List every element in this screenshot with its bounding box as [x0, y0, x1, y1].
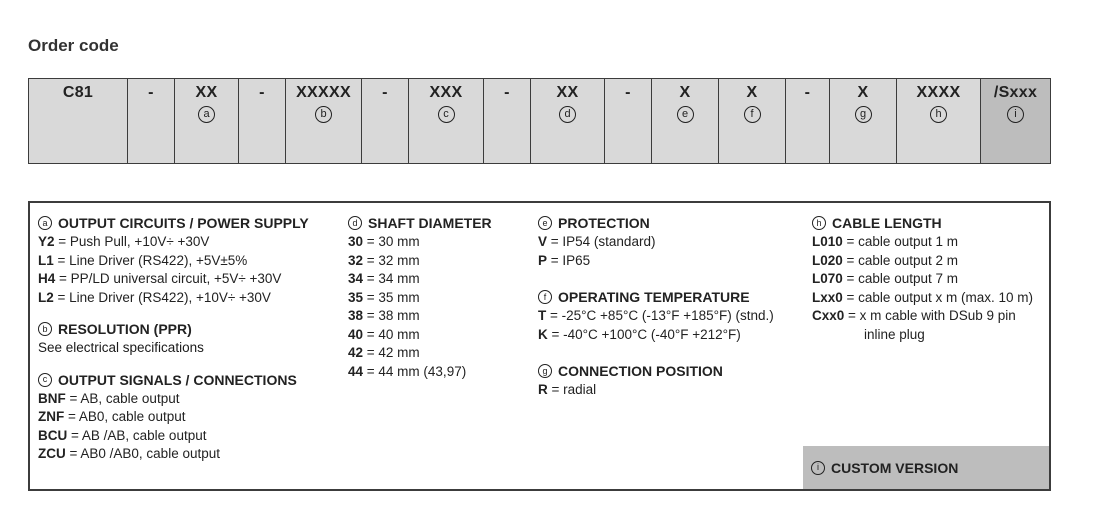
- heading-text: RESOLUTION (PPR): [58, 321, 192, 337]
- item-code: Y2: [38, 234, 55, 249]
- item-desc: = 44 mm (43,97): [363, 363, 467, 379]
- list-item: [348, 252, 528, 271]
- circle-marker-d: d: [559, 106, 576, 123]
- item-code: ZCU: [38, 446, 66, 461]
- list-item: [38, 427, 338, 446]
- item-desc: = AB, cable output: [65, 390, 180, 406]
- heading-text: SHAFT DIAMETER: [368, 215, 492, 231]
- list-item: [538, 381, 798, 400]
- item-desc: = -40°C +100°C (-40°F +212°F): [547, 326, 741, 342]
- code-cell-text: -: [259, 84, 265, 101]
- list-item: [538, 326, 798, 345]
- resolution-text: See electrical specifications: [38, 340, 204, 355]
- code-cell-text: X: [679, 84, 691, 101]
- custom-version-box: [803, 446, 1049, 489]
- code-cell-text: C81: [62, 84, 94, 101]
- list-item: [812, 233, 1047, 252]
- section-heading-operating-temperature: [538, 287, 798, 307]
- circle-marker-b: b: [315, 106, 332, 123]
- order-code-bar: [28, 78, 1051, 164]
- circle-marker-g: g: [538, 364, 552, 378]
- code-cell-f: [719, 79, 786, 163]
- legend-column-3: [538, 213, 798, 400]
- list-item: [348, 326, 528, 345]
- circle-marker-g: g: [855, 106, 872, 123]
- code-cell-e: [652, 79, 719, 163]
- circle-marker-c: c: [438, 106, 455, 123]
- list-item: [348, 233, 528, 252]
- heading-text: CABLE LENGTH: [832, 215, 942, 231]
- list-item: [348, 307, 528, 326]
- legend-box: [28, 201, 1051, 491]
- code-separator: [362, 79, 409, 163]
- list-item: [38, 408, 338, 427]
- code-separator: [786, 79, 830, 163]
- item-code: BCU: [38, 427, 68, 443]
- circle-marker-a: a: [198, 106, 215, 123]
- code-cell-text: -: [148, 84, 154, 101]
- section-heading-shaft-diameter: [348, 213, 528, 233]
- item-code: Cxx0: [812, 308, 845, 323]
- item-code: L010: [812, 234, 843, 249]
- item-desc: = AB0 /AB0, cable output: [65, 446, 220, 461]
- section-heading-connection-position: [538, 361, 798, 381]
- code-cell-c: [409, 79, 484, 163]
- list-item: [38, 289, 338, 308]
- list-item: [812, 289, 1047, 308]
- page-title: Order code: [28, 36, 119, 55]
- item-code: T: [538, 308, 547, 323]
- list-item: [538, 233, 798, 252]
- code-cell-h: [897, 79, 981, 163]
- item-code: R: [538, 382, 548, 397]
- code-separator: [128, 79, 175, 163]
- code-cell-text: -: [625, 84, 631, 101]
- heading-text: OPERATING TEMPERATURE: [558, 289, 750, 305]
- circle-marker-e: e: [677, 106, 694, 123]
- code-cell-text: XXXXX: [296, 84, 351, 101]
- item-desc: = 40 mm: [363, 326, 420, 342]
- item-desc: = cable output 7 m: [842, 271, 958, 286]
- code-separator: [605, 79, 652, 163]
- item-code: K: [538, 326, 548, 342]
- list-item: [38, 233, 338, 252]
- circle-marker-f: f: [538, 290, 552, 304]
- heading-text: PROTECTION: [558, 215, 650, 231]
- code-separator: [239, 79, 286, 163]
- item-desc: = IP54 (standard): [547, 234, 656, 249]
- item-code: 30: [348, 234, 364, 249]
- code-cell-model: [29, 79, 128, 163]
- item-code: 32: [348, 252, 364, 268]
- legend-column-2: [348, 213, 528, 381]
- circle-marker-i: i: [1007, 106, 1024, 123]
- item-desc: = 35 mm: [363, 289, 420, 305]
- item-desc: = cable output x m (max. 10 m): [842, 289, 1033, 305]
- item-code: P: [538, 252, 548, 268]
- list-item: [812, 252, 1047, 271]
- item-code: L070: [812, 271, 843, 286]
- circle-marker-e: e: [538, 216, 552, 230]
- legend-column-1: [38, 213, 338, 464]
- code-cell-text: XX: [195, 84, 218, 101]
- code-cell-text: /Sxxx: [993, 84, 1038, 101]
- item-code: L1: [38, 252, 54, 268]
- code-cell-text: -: [504, 84, 510, 101]
- list-item: [538, 307, 798, 326]
- item-desc: = IP65: [547, 252, 591, 268]
- code-separator: [484, 79, 531, 163]
- code-cell-text: -: [382, 84, 388, 101]
- list-item: [348, 270, 528, 289]
- section-heading-resolution: [38, 319, 338, 339]
- item-desc: = Line Driver (RS422), +5V±5%: [53, 252, 248, 268]
- list-item-continuation: inline plug: [864, 326, 925, 342]
- code-cell-g: [830, 79, 897, 163]
- item-code: BNF: [38, 390, 66, 406]
- heading-text: OUTPUT CIRCUITS / POWER SUPPLY: [58, 215, 309, 231]
- item-code: 42: [348, 345, 364, 360]
- list-item: [38, 252, 338, 271]
- code-cell-text: X: [857, 84, 869, 101]
- item-code: 38: [348, 308, 364, 323]
- item-desc: = AB0, cable output: [64, 409, 186, 424]
- item-desc: = 30 mm: [363, 234, 420, 249]
- list-item: [348, 363, 528, 382]
- item-desc: = x m cable with DSub 9 pin: [844, 308, 1016, 323]
- item-desc: = Push Pull, +10V÷ +30V: [54, 234, 210, 249]
- list-item: [38, 270, 338, 289]
- item-desc: = PP/LD universal circuit, +5V÷ +30V: [55, 271, 282, 286]
- code-cell-i: [981, 79, 1050, 163]
- legend-column-4: [812, 213, 1047, 344]
- code-cell-text: XXXX: [916, 84, 961, 101]
- code-cell-b: [286, 79, 362, 163]
- circle-marker-c: c: [38, 373, 52, 387]
- circle-marker-f: f: [744, 106, 761, 123]
- item-code: L2: [38, 289, 54, 305]
- item-desc: = 32 mm: [363, 252, 420, 268]
- list-item: [812, 270, 1047, 289]
- list-item: [348, 289, 528, 308]
- section-heading-cable-length: [812, 213, 1047, 233]
- section-heading-output-circuits: [38, 213, 338, 233]
- list-item: [348, 344, 528, 363]
- item-desc: = 42 mm: [363, 345, 420, 360]
- circle-marker-h: h: [812, 216, 826, 230]
- section-heading-custom-version: [811, 458, 958, 478]
- code-cell-text: XX: [556, 84, 579, 101]
- section-heading-output-signals: [38, 370, 338, 390]
- item-code: 35: [348, 289, 364, 305]
- item-code: 34: [348, 271, 364, 286]
- code-cell-text: XXX: [429, 84, 463, 101]
- heading-text: CONNECTION POSITION: [558, 363, 723, 379]
- item-desc: = 38 mm: [363, 308, 420, 323]
- item-code: L020: [812, 252, 843, 268]
- item-code: H4: [38, 271, 56, 286]
- list-item: [812, 307, 1047, 326]
- item-code: V: [538, 234, 548, 249]
- item-code: 40: [348, 326, 364, 342]
- list-item: [538, 252, 798, 271]
- list-item: [38, 445, 338, 464]
- item-desc: = AB /AB, cable output: [67, 427, 207, 443]
- item-desc: = Line Driver (RS422), +10V÷ +30V: [53, 289, 271, 305]
- circle-marker-a: a: [38, 216, 52, 230]
- circle-marker-b: b: [38, 322, 52, 336]
- section-heading-protection: [538, 213, 798, 233]
- circle-marker-d: d: [348, 216, 362, 230]
- list-item: [38, 390, 338, 409]
- item-desc: = radial: [547, 382, 597, 397]
- item-desc: = -25°C +85°C (-13°F +185°F) (stnd.): [546, 308, 774, 323]
- code-cell-text: -: [804, 84, 811, 101]
- heading-text: CUSTOM VERSION: [831, 459, 959, 476]
- circle-marker-i: i: [811, 461, 825, 475]
- code-cell-a: [175, 79, 239, 163]
- item-code: Lxx0: [812, 289, 843, 305]
- code-cell-d: [531, 79, 605, 163]
- item-desc: = cable output 1 m: [842, 234, 958, 249]
- heading-text: OUTPUT SIGNALS / CONNECTIONS: [58, 371, 297, 388]
- item-desc: = 34 mm: [363, 271, 420, 286]
- circle-marker-h: h: [930, 106, 947, 123]
- item-code: 44: [348, 363, 364, 379]
- code-cell-text: X: [746, 84, 758, 101]
- item-code: ZNF: [38, 409, 65, 424]
- item-desc: = cable output 2 m: [842, 252, 958, 268]
